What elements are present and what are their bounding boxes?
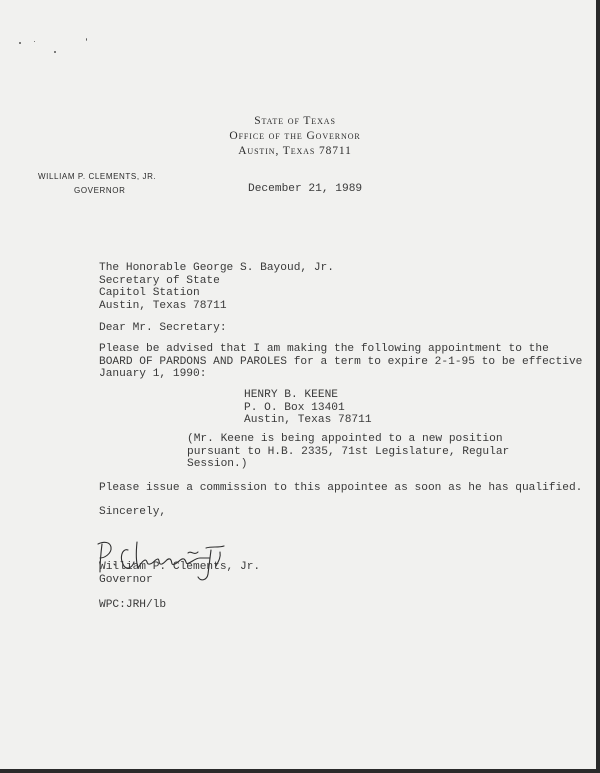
sender-title: GOVERNOR: [74, 186, 126, 195]
body-line: Please be advised that I am making the following appointment to the: [99, 343, 549, 355]
letterhead-state: State of Texas: [254, 115, 336, 127]
commission-request: Please issue a commission to this appointee as soon as he has qualified.: [99, 482, 583, 494]
recipient-line: Austin, Texas 78711: [99, 299, 227, 312]
letter-date: December 21, 1989: [248, 183, 363, 195]
typed-name: William P. Clements, Jr.: [99, 561, 261, 573]
letterhead-office: Office of the Governor: [229, 130, 361, 142]
letterhead: [180, 114, 410, 159]
recipient-line: Secretary of State: [99, 274, 220, 287]
body-line: BOARD OF PARDONS AND PAROLES for a term to expire 2-1-95 to be effective: [99, 355, 583, 368]
typed-title: Governor: [99, 573, 153, 586]
recipient-line: Capitol Station: [99, 287, 200, 299]
sender-name: WILLIAM P. CLEMENTS, JR.: [38, 172, 157, 181]
appointment-note: [187, 433, 509, 471]
sender-block: [38, 170, 156, 198]
appointee-block: [244, 389, 372, 427]
note-line: Session.): [187, 458, 248, 470]
body-paragraph: [99, 343, 582, 381]
appointee-name: HENRY B. KEENE: [244, 389, 338, 401]
reference-initials: WPC:JRH/lb: [99, 599, 167, 611]
recipient-line: The Honorable George S. Bayoud, Jr.: [99, 262, 334, 274]
recipient-address: [99, 262, 334, 312]
signature-block: [99, 561, 260, 586]
body-line: January 1, 1990:: [99, 368, 207, 380]
salutation: Dear Mr. Secretary:: [99, 322, 227, 334]
letterhead-city: Austin, Texas 78711: [238, 145, 352, 157]
note-line: pursuant to H.B. 2335, 71st Legislature, Regular: [187, 445, 510, 458]
appointee-address: Austin, Texas 78711: [244, 414, 372, 426]
appointee-address: P. O. Box 13401: [244, 401, 345, 414]
closing: Sincerely,: [99, 506, 167, 518]
note-line: (Mr. Keene is being appointed to a new position: [187, 433, 503, 445]
